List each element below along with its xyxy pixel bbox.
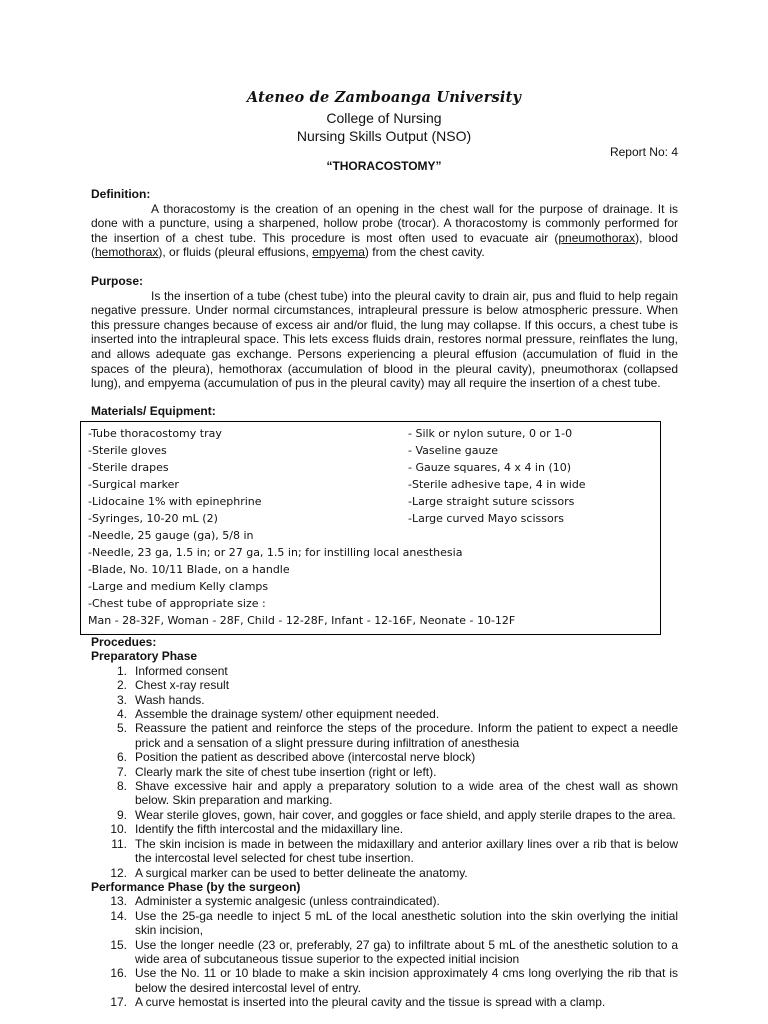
step-number: 14. [110,908,127,923]
procedure-step [91,765,678,779]
step-text: The skin incision is made in between the midaxillary and anterior axillary lines over a rib that is below the intercostal level selected for chest tube insertion. [135,836,678,866]
material-item: -Chest tube of appropriate size : [88,597,266,610]
procedure-step [91,664,678,678]
purpose-text: Is the insertion of a tube (chest tube) into the pleural cavity to drain air, pus and fluid to help regain negative pressure. Under normal circumstances, intrapleural pressure is below atmospheric pressure. When this pressure changes because of excess air and/or fluid, the lung may collapse. If this occurs, a chest tube is inserted into the intrapleural space. This lets excess fluids drain, restores normal pressure, reinflates the lung, and allows adequate gas exchange. Persons experiencing a pleural effusion (accumulation of fluid in the spaces of the pleura), hemothorax (accumulation of blood in the pleural cavity), pneumothorax (collapsed lung), and empyema (accumulation of pus in the pleural cavity) may all require the insertion of a chest tube. [91,288,678,391]
step-number: 16. [110,966,127,981]
material-item: -Sterile gloves [88,444,167,457]
step-text: Wash hands. [135,692,205,707]
step-number: 6. [116,750,127,765]
step-number: 5. [116,721,127,736]
step-text: Reassure the patient and reinforce the steps of the procedure. Inform the patient to expect a needle prick and a sensation of a slight pressure during infiltration of anesthesia [135,721,678,750]
step-text: Informed consent [135,663,228,678]
step-text: Chest x-ray result [135,678,230,693]
step-text: Wear sterile gloves, gown, hair cover, and goggles or face shield, and apply sterile drapes to the area. [135,807,676,822]
step-text: Shave excessive hair and apply a preparatory solution to a wide area of the chest wall as shown below. Skin preparation and marking. [135,779,678,808]
procedure-step [91,909,678,938]
step-text: Identify the fifth intercostal and the midaxillary line. [135,822,404,837]
document-title: “THORACOSTOMY” [326,159,442,173]
material-item: -Needle, 25 gauge (ga), 5/8 in [88,529,254,542]
procedure-step [91,966,678,995]
definition-label: Definition: [91,187,151,201]
step-text: Administer a systemic analgesic (unless contraindicated). [135,894,440,909]
step-number: 13. [110,894,127,909]
material-item: -Surgical marker [88,478,179,491]
material-item: - Vaseline gauze [408,444,498,457]
definition-text: A thoracostomy is the creation of an opening in the chest wall for the purpose of drainage. It is done with a puncture, using a sharpened, hollow probe (trocar). A thoracostomy is commonly performed for the insertion of a chest tube. This procedure is most often used to evacuate air (pneumothorax), blood (hemothorax), or fluids (pleural effusions, empyema) from the chest cavity. [91,201,678,260]
procedure-step [91,894,678,908]
material-item: -Large straight suture scissors [408,495,575,508]
definition-section [91,187,678,260]
materials-label: Materials/ Equipment: [91,404,216,418]
material-item: -Lidocaine 1% with epinephrine [88,495,262,508]
performance-steps [91,894,678,1009]
step-text: Assemble the drainage system/ other equipment needed. [135,707,440,722]
material-item: -Large and medium Kelly clamps [88,580,269,593]
procedure-step [91,779,678,808]
report-number: Report No: 4 [609,145,678,159]
material-item: -Large curved Mayo scissors [408,512,564,525]
step-text: Use the 25-ga needle to inject 5 mL of the local anesthetic solution into the skin overlying the initial skin incision, [135,908,678,938]
purpose-label: Purpose: [91,274,144,288]
step-number: 15. [110,937,127,952]
procedure-step [91,995,678,1009]
step-number: 17. [110,995,127,1010]
material-item: -Needle, 23 ga, 1.5 in; or 27 ga, 1.5 in; for instilling local anesthesia [88,546,463,559]
material-item: -Sterile drapes [88,461,169,474]
procedure-step [91,808,678,822]
step-text: Position the patient as described above (intercostal nerve block) [135,750,476,765]
step-text: Use the longer needle (23 or, preferably, 27 ga) to infiltrate about 5 mL of the anesthetic solution to a wide area of subcutaneous tissue superior to the expected initial incision [135,937,678,966]
material-item: -Sterile adhesive tape, 4 in wide [408,478,586,491]
output-name: Nursing Skills Output (NSO) [296,128,472,144]
step-number: 7. [116,764,127,779]
performance-phase-label: Performance Phase (by the surgeon) [91,879,301,894]
procedure-step [91,822,678,836]
step-number: 11. [111,836,127,851]
material-item: - Silk or nylon suture, 0 or 1-0 [408,427,573,440]
step-number: 1. [116,663,127,678]
purpose-section [91,274,678,391]
college-name: College of Nursing [326,110,442,126]
step-number: 3. [116,692,127,707]
material-item: -Syringes, 10-20 mL (2) [88,512,218,525]
material-item: Man - 28-32F, Woman - 28F, Child - 12-28F, Infant - 12-16F, Neonate - 10-12F [88,614,516,627]
step-text: A curve hemostat is inserted into the pleural cavity and the tissue is spread with a clamp. [135,995,606,1010]
hemothorax-link[interactable]: hemothorax [95,245,159,260]
step-number: 4. [116,707,127,722]
procedure-step [91,938,678,967]
step-number: 12. [110,865,127,880]
procedures-section [91,635,678,1010]
preparatory-phase-label: Preparatory Phase [91,649,198,664]
procedure-step [91,678,678,692]
procedure-step [91,707,678,721]
material-item: - Gauze squares, 4 x 4 in (10) [408,461,572,474]
preparatory-steps [91,664,678,880]
material-item: -Blade, No. 10/11 Blade, on a handle [88,563,290,576]
university-name: Ateneo de Zamboanga University [246,89,522,106]
procedure-step [91,866,678,880]
procedure-step [91,721,678,750]
pneumothorax-link[interactable]: pneumothorax [558,230,636,245]
procedure-step [91,750,678,764]
procedure-step [91,693,678,707]
step-number: 10. [110,822,127,837]
step-text: Use the No. 11 or 10 blade to make a skin incision approximately 4 cms long overlying the rib that is below the desired intercostal level of entry. [135,966,678,995]
procedures-label: Procedues: [91,635,157,649]
procedure-step [91,837,678,866]
step-number: 8. [116,779,127,794]
step-number: 9. [116,807,127,822]
empyema-link[interactable]: empyema [312,245,365,260]
material-item: -Tube thoracostomy tray [88,427,222,440]
step-text: Clearly mark the site of chest tube insertion (right or left). [135,764,437,779]
step-number: 2. [116,678,127,693]
step-text: A surgical marker can be used to better delineate the anatomy. [135,865,468,880]
